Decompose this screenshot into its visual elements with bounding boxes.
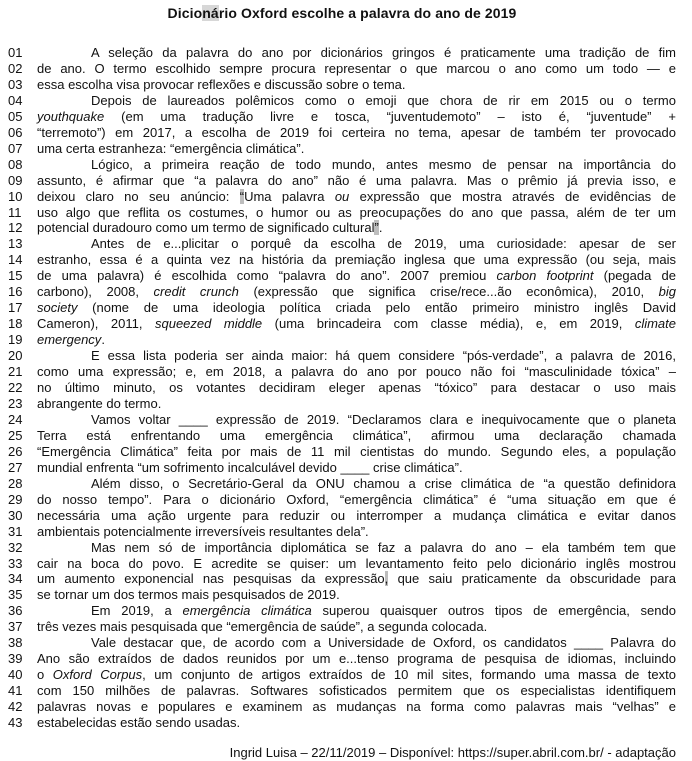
text-line: [8, 524, 676, 540]
line-text: [37, 364, 676, 380]
line-number: 28: [8, 475, 23, 491]
text-segment: E essa lista poderia ser ainda maior: há quem considere “pós-verdade”, a palavra de 2016,: [91, 348, 676, 364]
text-segment: o: [37, 667, 53, 683]
italic-text: climate: [634, 316, 676, 332]
line-number: 14: [8, 252, 23, 268]
text-line: [8, 93, 676, 109]
text-segment: (expressão que significa crise/rece...ão econômica), 2010,: [238, 284, 659, 300]
text-line: [8, 300, 676, 316]
line-text: [37, 460, 676, 476]
line-number: 26: [8, 443, 23, 459]
line-text: [37, 571, 676, 587]
line-number: 33: [8, 555, 23, 571]
text-segment: mundial enfrenta “um sofrimento incalculável devido ____ crise climática”.: [37, 459, 463, 475]
text-line: [8, 141, 676, 157]
line-text: [37, 524, 676, 540]
text-segment: abrangente do termo.: [37, 395, 162, 411]
highlighted-text: “: [239, 188, 245, 204]
text-line: [8, 556, 676, 572]
line-number: 16: [8, 284, 23, 300]
text-line: [8, 476, 676, 492]
text-line: [8, 571, 676, 587]
line-number: 20: [8, 348, 23, 364]
line-number: 25: [8, 427, 23, 443]
text-segment: (em uma tradução livre e tosca, “juventudemoto” – isto é, “juventude” +: [104, 108, 676, 124]
line-text: [37, 268, 676, 284]
text-segment: Uma palavra: [244, 188, 335, 204]
line-number: 03: [8, 76, 23, 92]
line-text: [37, 205, 676, 221]
line-number: 10: [8, 188, 23, 204]
text-line: [8, 220, 676, 236]
text-segment: Ano são extraídos de dados reunidos por um e...tenso programa de pesquisa de idiomas, incluindo: [37, 651, 676, 667]
text-line: [8, 173, 676, 189]
line-text: [37, 492, 676, 508]
line-number: 30: [8, 507, 23, 523]
italic-text: society: [37, 300, 78, 316]
text-line: [8, 364, 676, 380]
text-segment: uma certa estranheza: “emergência climática”.: [37, 140, 305, 156]
text-body: [8, 45, 676, 731]
line-number: 07: [8, 140, 23, 156]
text-line: [8, 428, 676, 444]
italic-text: ou: [334, 188, 350, 204]
text-segment: expressão que mostra através de evidências de: [349, 188, 676, 204]
line-text: [37, 284, 676, 300]
text-segment: no último minuto, os votantes decidiram eleger apenas “tóxico” para destacar o uso mais: [37, 380, 676, 396]
text-segment: Terra está enfrentando uma emergência climática”, afirmou uma declaração chamada: [37, 427, 676, 443]
line-number: 05: [8, 108, 23, 124]
line-text: [37, 556, 676, 572]
text-line: [8, 77, 676, 93]
text-line: [8, 667, 676, 683]
line-number: 22: [8, 380, 23, 396]
text-segment: um aumento exponencial nas pesquisas da expressão: [37, 571, 385, 587]
line-text: [37, 651, 676, 667]
text-segment: estranho, essa é a quinta vez na história da premiação inglesa que uma expressão (ou seja, mais: [37, 252, 676, 268]
line-number: 34: [8, 571, 23, 587]
line-text: [37, 332, 676, 348]
text-segment: de uma palavra) é escolhida como “palavra do ano”. 2007 premiou: [37, 268, 497, 284]
italic-text: emergência climática: [182, 603, 312, 619]
line-number: 19: [8, 332, 23, 348]
line-text: [37, 587, 676, 603]
italic-text: carbon footprint: [496, 268, 594, 284]
text-segment: ambientais potencialmente irreversíveis resultantes dela”.: [37, 523, 369, 539]
text-segment: Vamos voltar ____ expressão de 2019. “Declaramos clara e inequivocamente que o planeta: [91, 411, 676, 427]
text-line: [8, 619, 676, 635]
source-citation: Ingrid Luisa – 22/11/2019 – Disponível: https://super.abril.com.br/ - adaptação: [229, 744, 676, 760]
highlighted-text: ná: [202, 5, 219, 21]
text-line: [8, 109, 676, 125]
text-segment: deixou claro no seu anúncio:: [37, 188, 240, 204]
text-line: [8, 205, 676, 221]
line-number: 42: [8, 699, 23, 715]
text-line: [8, 284, 676, 300]
italic-text: big: [658, 284, 677, 300]
line-text: [37, 715, 676, 731]
text-line: [8, 189, 676, 205]
line-text: [37, 316, 676, 332]
text-line: [8, 683, 676, 699]
line-number: 27: [8, 459, 23, 475]
line-number: 15: [8, 268, 23, 284]
line-number: 24: [8, 411, 23, 427]
line-number: 09: [8, 172, 23, 188]
text-segment: carbono), 2008,: [37, 284, 154, 300]
line-text: [37, 252, 676, 268]
text-line: [8, 444, 676, 460]
text-line: [8, 635, 676, 651]
line-text: [37, 236, 676, 252]
text-segment: .: [101, 332, 105, 348]
line-number: 39: [8, 651, 23, 667]
line-text: [37, 476, 676, 492]
italic-text: squeezed middle: [154, 316, 263, 332]
text-segment: Cameron), 2011,: [37, 316, 155, 332]
line-text: [37, 667, 676, 683]
line-text: [37, 93, 676, 109]
text-line: [8, 508, 676, 524]
line-text: [37, 220, 676, 236]
text-segment: palavras novas e populares e examinem as mudanças na forma como palavras mais “velhas” e: [37, 699, 676, 715]
line-text: [37, 603, 676, 619]
text-line: [8, 603, 676, 619]
text-line: [8, 236, 676, 252]
line-text: [37, 157, 676, 173]
line-number: 08: [8, 156, 23, 172]
line-text: [37, 380, 676, 396]
line-number: 36: [8, 603, 23, 619]
text-line: [8, 380, 676, 396]
italic-text: emergency: [37, 332, 102, 348]
line-text: [37, 109, 676, 125]
line-number: 21: [8, 364, 23, 380]
line-number: 01: [8, 45, 23, 60]
text-line: [8, 332, 676, 348]
text-segment: (nome de uma ideologia política criada pelo então primeiro ministro inglês David: [77, 300, 676, 316]
line-number: 18: [8, 316, 23, 332]
text-segment: Vale destacar que, de acordo com a Universidade de Oxford, os candidatos ____ Palavra do: [91, 635, 676, 651]
line-number: 02: [8, 60, 23, 76]
text-line: [8, 45, 676, 61]
text-line: [8, 699, 676, 715]
text-line: [8, 125, 676, 141]
line-number: 29: [8, 491, 23, 507]
text-segment: Depois de laureados polêmicos como o emoji que chora de rir em 2015 ou o termo: [91, 92, 676, 108]
text-line: [8, 316, 676, 332]
text-segment: Mas nem só de importância diplomática se faz a palavra do ano – ela também tem que: [91, 539, 676, 555]
line-text: [37, 77, 676, 93]
text-segment: com 150 milhões de palavras. Softwares sofisticados permitem que os especialistas identifiquem: [37, 683, 676, 699]
line-text: [37, 45, 676, 61]
text-line: [8, 268, 676, 284]
text-segment: estabelecidas estão sendo usadas.: [37, 715, 241, 731]
text-segment: do nosso tempo”. Para o dicionário Oxford, “emergência climática” é “uma situação em que é: [37, 491, 676, 507]
line-text: [37, 444, 676, 460]
text-line: [8, 715, 676, 731]
text-segment: de ano. O termo escolhido sempre procura representar o que marcou o ano como um todo — e: [37, 60, 676, 76]
italic-text: youthquake: [37, 108, 105, 124]
line-number: 43: [8, 715, 23, 731]
line-number: 35: [8, 587, 23, 603]
line-number: 23: [8, 395, 23, 411]
text-line: [8, 651, 676, 667]
text-segment: potencial duradouro como um termo de significado cultural: [37, 220, 375, 236]
line-text: [37, 683, 676, 699]
text-segment: “Emergência Climática” feita por mais de 11 mil cientistas do mundo. Segundo eles, a população: [37, 443, 676, 459]
line-number: 37: [8, 619, 23, 635]
line-number: 06: [8, 124, 23, 140]
italic-text: Oxford Corpus: [52, 667, 143, 683]
text-segment: , um conjunto de artigos extraídos de 10 mil sites, formando uma massa de texto: [142, 667, 676, 683]
text-segment: como uma expressão; e, em 2018, a palavra do ano por pouco não foi “masculinidade tóxica” –: [37, 364, 676, 380]
text-line: [8, 492, 676, 508]
text-segment: assunto, é afirmar que “a palavra do ano” não é uma palavra. Mas o prêmio já previa isso, e: [37, 172, 676, 188]
text-segment: (pegada de: [593, 268, 676, 284]
line-number: 12: [8, 220, 23, 236]
text-segment: “terremoto”) em 2017, a escolha de 2019 foi certeira no tema, apesar de também ter provocado: [37, 124, 676, 140]
text-line: [8, 460, 676, 476]
line-number: 17: [8, 300, 23, 316]
highlighted-text: ,: [384, 571, 389, 587]
line-text: [37, 619, 676, 635]
text-segment: essa escolha visa provocar reflexões e discussão sobre o tema.: [37, 76, 406, 92]
line-number: 32: [8, 539, 23, 555]
text-segment: necessária uma ação urgente para reduzir ou interromper a mudança climática e evitar danos: [37, 507, 676, 523]
line-text: [37, 141, 676, 157]
line-text: [37, 61, 676, 77]
text-segment: uso algo que reflita os costumes, o humor ou as preocupações do ano que passa, além de ter um: [37, 204, 676, 220]
line-text: [37, 508, 676, 524]
text-line: [8, 412, 676, 428]
highlighted-text: ”: [374, 220, 379, 236]
text-segment: rio Oxford escolhe a palavra do ano de 2019: [218, 5, 517, 21]
text-line: [8, 348, 676, 364]
line-text: [37, 125, 676, 141]
line-text: [37, 348, 676, 364]
text-segment: cair na boca do povo. E acredite se quiser: um levantamento feito pelo dicionário inglês mostrou: [37, 555, 676, 571]
line-number: 04: [8, 92, 23, 108]
text-segment: A seleção da palavra do ano por dicionários gringos é praticamente uma tradição de fim: [91, 45, 676, 60]
text-segment: (uma brincadeira com classe média), e, em 2019,: [262, 316, 635, 332]
line-text: [37, 540, 676, 556]
text-line: [8, 252, 676, 268]
line-number: 38: [8, 635, 23, 651]
line-number: 11: [8, 204, 22, 220]
text-segment: .: [378, 220, 383, 236]
line-text: [37, 189, 676, 205]
line-text: [37, 428, 676, 444]
line-text: [37, 412, 676, 428]
line-text: [37, 300, 676, 316]
text-line: [8, 587, 676, 603]
text-segment: três vezes mais pesquisada que “emergência de saúde”, a segunda colocada.: [37, 619, 488, 635]
text-segment: Lógico, a primeira reação de todo mundo, antes mesmo de pensar na importância do: [91, 156, 676, 172]
text-segment: superou quaisquer outros tipos de emergência, sendo: [311, 603, 676, 619]
text-segment: Além disso, o Secretário-Geral da ONU chamou a crise climática de “a questão definidora: [91, 475, 676, 491]
line-text: [37, 635, 676, 651]
text-segment: Antes de e...plicitar o porquê da escolha de 2019, uma curiosidade: apesar de ser: [91, 236, 676, 252]
text-segment: Dicio: [167, 5, 203, 21]
line-number: 41: [8, 683, 23, 699]
text-segment: se tornar um dos termos mais pesquisados de 2019.: [37, 587, 340, 603]
text-segment: que saiu praticamente da obscuridade para: [388, 571, 676, 587]
line-text: [37, 699, 676, 715]
italic-text: credit crunch: [153, 284, 239, 300]
page-title: [8, 5, 676, 22]
line-text: [37, 173, 676, 189]
text-segment: Em 2019, a: [91, 603, 183, 619]
text-line: [8, 157, 676, 173]
line-text: [37, 396, 676, 412]
line-number: 31: [8, 523, 23, 539]
line-number: 40: [8, 667, 23, 683]
text-line: [8, 61, 676, 77]
text-line: [8, 396, 676, 412]
text-line: [8, 540, 676, 556]
line-number: 13: [8, 236, 23, 252]
